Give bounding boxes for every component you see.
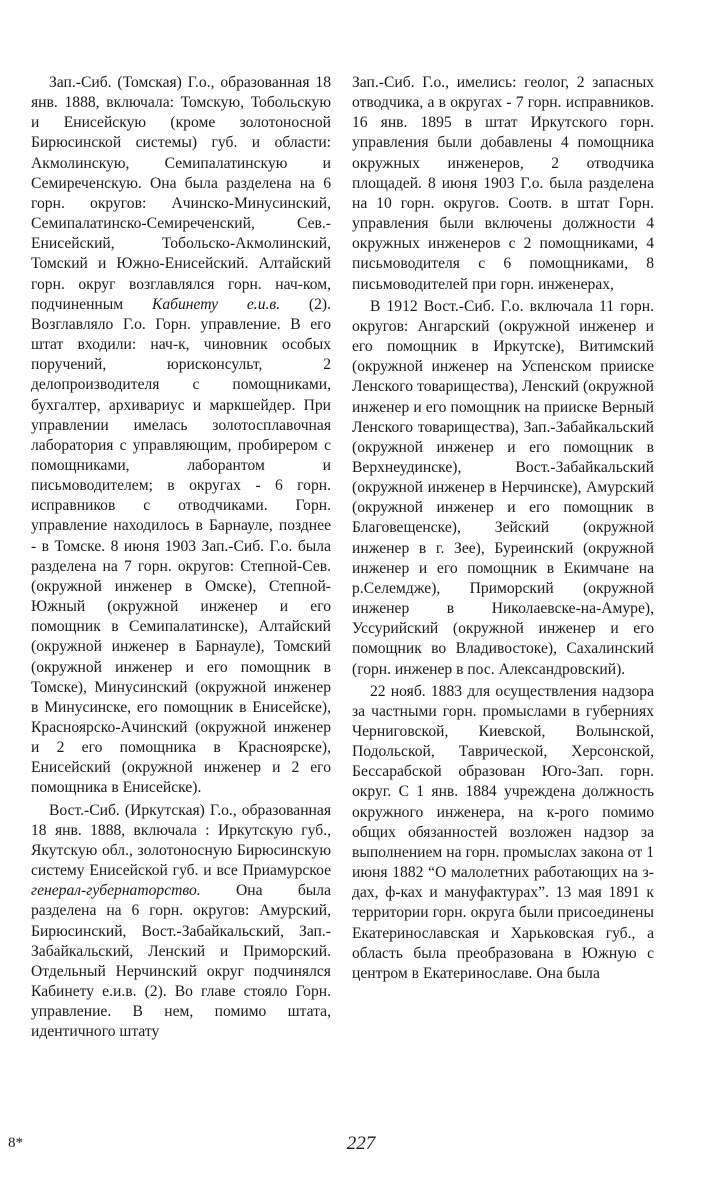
paragraph-text: (2). Возглавляло Г.о. Горн. управление. В его штат входили: нач-к, чиновник особых поручений, юрисконсульт, 2 делопроизводителя с помощниками, бухгалтер, архивариус и маркшейдер. При управлении имелась золотосплавочная лаборатория с управляющим, пробирером с помощниками, лаборантом и письмоводителем; в округах - 6 горн. исправников с отводчиками. Горн. управление находилось в Барнауле, позднее - в Томске. 8 июня 1903 Зап.-Сиб. Г.о. была разделена на 7 горн. округов: Степной-Сев. (окружной инженер в Омске), Степной-Южный (окружной инженер и его помощник в Семипалатинске), Алтайский (окружной инженер в Барнауле), Томский (окружной инженер и его помощник в Томске), Минусинский (окружной инженер в Минусинске, его помощник в Енисейске), Красноярско-Ачинский (окружной инженер и 2 его помощника в Красноярске), Енисейский (окружной инженер и 2 его помощника в Енисейске). [31,295,332,797]
paragraph-text: Зап.-Сиб. (Томская) Г.о., образованная 18 янв. 1888, включала: Томскую, Тобольскую и Енисейскую (кроме золотоносной Бирюсинской системы) губ. и области: Акмолинскую, Семипалатинскую и Семиреченскую. Она была разделена на 6 горн. округов: Ачинско-Минусинский, Семипалатинско-Семиреченский, Сев.-Енисейский, Тобольско-Акмолинский, Томский и Южно-Енисейский. Алтайский горн. округ возглавлялся горн. нач-ком, подчиненным [31,74,331,313]
paragraph-east-siberian-district [31,801,331,1043]
page-number: 227 [346,1133,376,1154]
right-column [352,73,654,984]
signature-mark: 8* [8,1135,23,1151]
paragraph-text: Вост.-Сиб. (Иркутская) Г.о., образованная 18 янв. 1888, включала : Иркутскую губ., Якутскую обл., золотоносную Бирюсинскую систему Енисейской губ. и все Приамурское [31,801,331,880]
paragraph-text: Она была разделена на 6 горн. округов: Амурский, Бирюсинский, Вост.-Забайкальский, Зап.-Забайкальский, Ленский и Приморский. Отдельный Нерчинский округ подчинялся Кабинету е.и.в. (2). Во главе стояло Горн. управление. В нем, помимо штата, идентичного штату [31,882,331,1041]
paragraph-west-siberian-district [31,73,331,799]
italic-term-governorship: генерал-губернаторство. [31,882,201,900]
paragraph-continuation-staff: Зап.-Сиб. Г.о., имелись: геолог, 2 запасных отводчика, а в округах - 7 горн. исправников. 16 янв. 1895 в штат Иркутского горн. управления были добавлены 4 помощника окружных инженеров, 2 отводчика площадей. 8 июня 1903 Г.о. была разделена на 10 горн. округов. Соотв. в штат Горн. управления были включены должности 4 окружных инженеров с 2 помощниками, 4 письмоводителя с 6 помощниками, 8 письмоводителей при горн. инженерах, [352,74,654,293]
italic-term-cabinet: Кабинету е.и.в. [151,295,281,313]
paragraph-south-west-district: 22 нояб. 1883 для осуществления надзора за частными горн. промыслами в губерниях Черниговской, Киевской, Волынской, Подольской, Таврической, Херсонской, Бессарабской образован Юго-Зап. горн. округ. С 1 янв. 1884 учреждена должность окружного инженера, на к-рого помимо общих обязанностей возложен надзор за выполнением на горн. промыслах закона от 1 июня 1882 “О малолетних работающих на з-дах, ф-ках и мануфактурах”. 13 мая 1891 к территории горн. округа были присоединены Екатеринославская и Харьковская губ., а область была преобразована в Южную с центром в Екатеринославе. Она была [352,682,654,982]
paragraph-1912-districts: В 1912 Вост.-Сиб. Г.о. включала 11 горн. округов: Ангарский (окружной инженер и его помощник в Иркутске), Витимский (окружной инженер на Успенском прииске Ленского товарищества), Ленский (окружной инженер и его помощник на прииске Верный Ленского товарищества), Зап.-Забайкальский (окружной инженер и его помощник в Верхнеудинске), Вост.-Забайкальский (окружной инженер в Нерчинске), Амурский (окружной инженер и его помощник в Благовещенске), Зейский (окружной инженер в г. Зее), Буреинский (окружной инженер и его помощник в Екимчане на р.Селемдже), Приморский (окружной инженер в Николаевске-на-Амуре), Уссурийский (окружной инженер и его помощник во Владивостоке), Сахалинский (горн. инженер в пос. Александровский). [352,297,654,678]
left-column [31,73,331,1043]
